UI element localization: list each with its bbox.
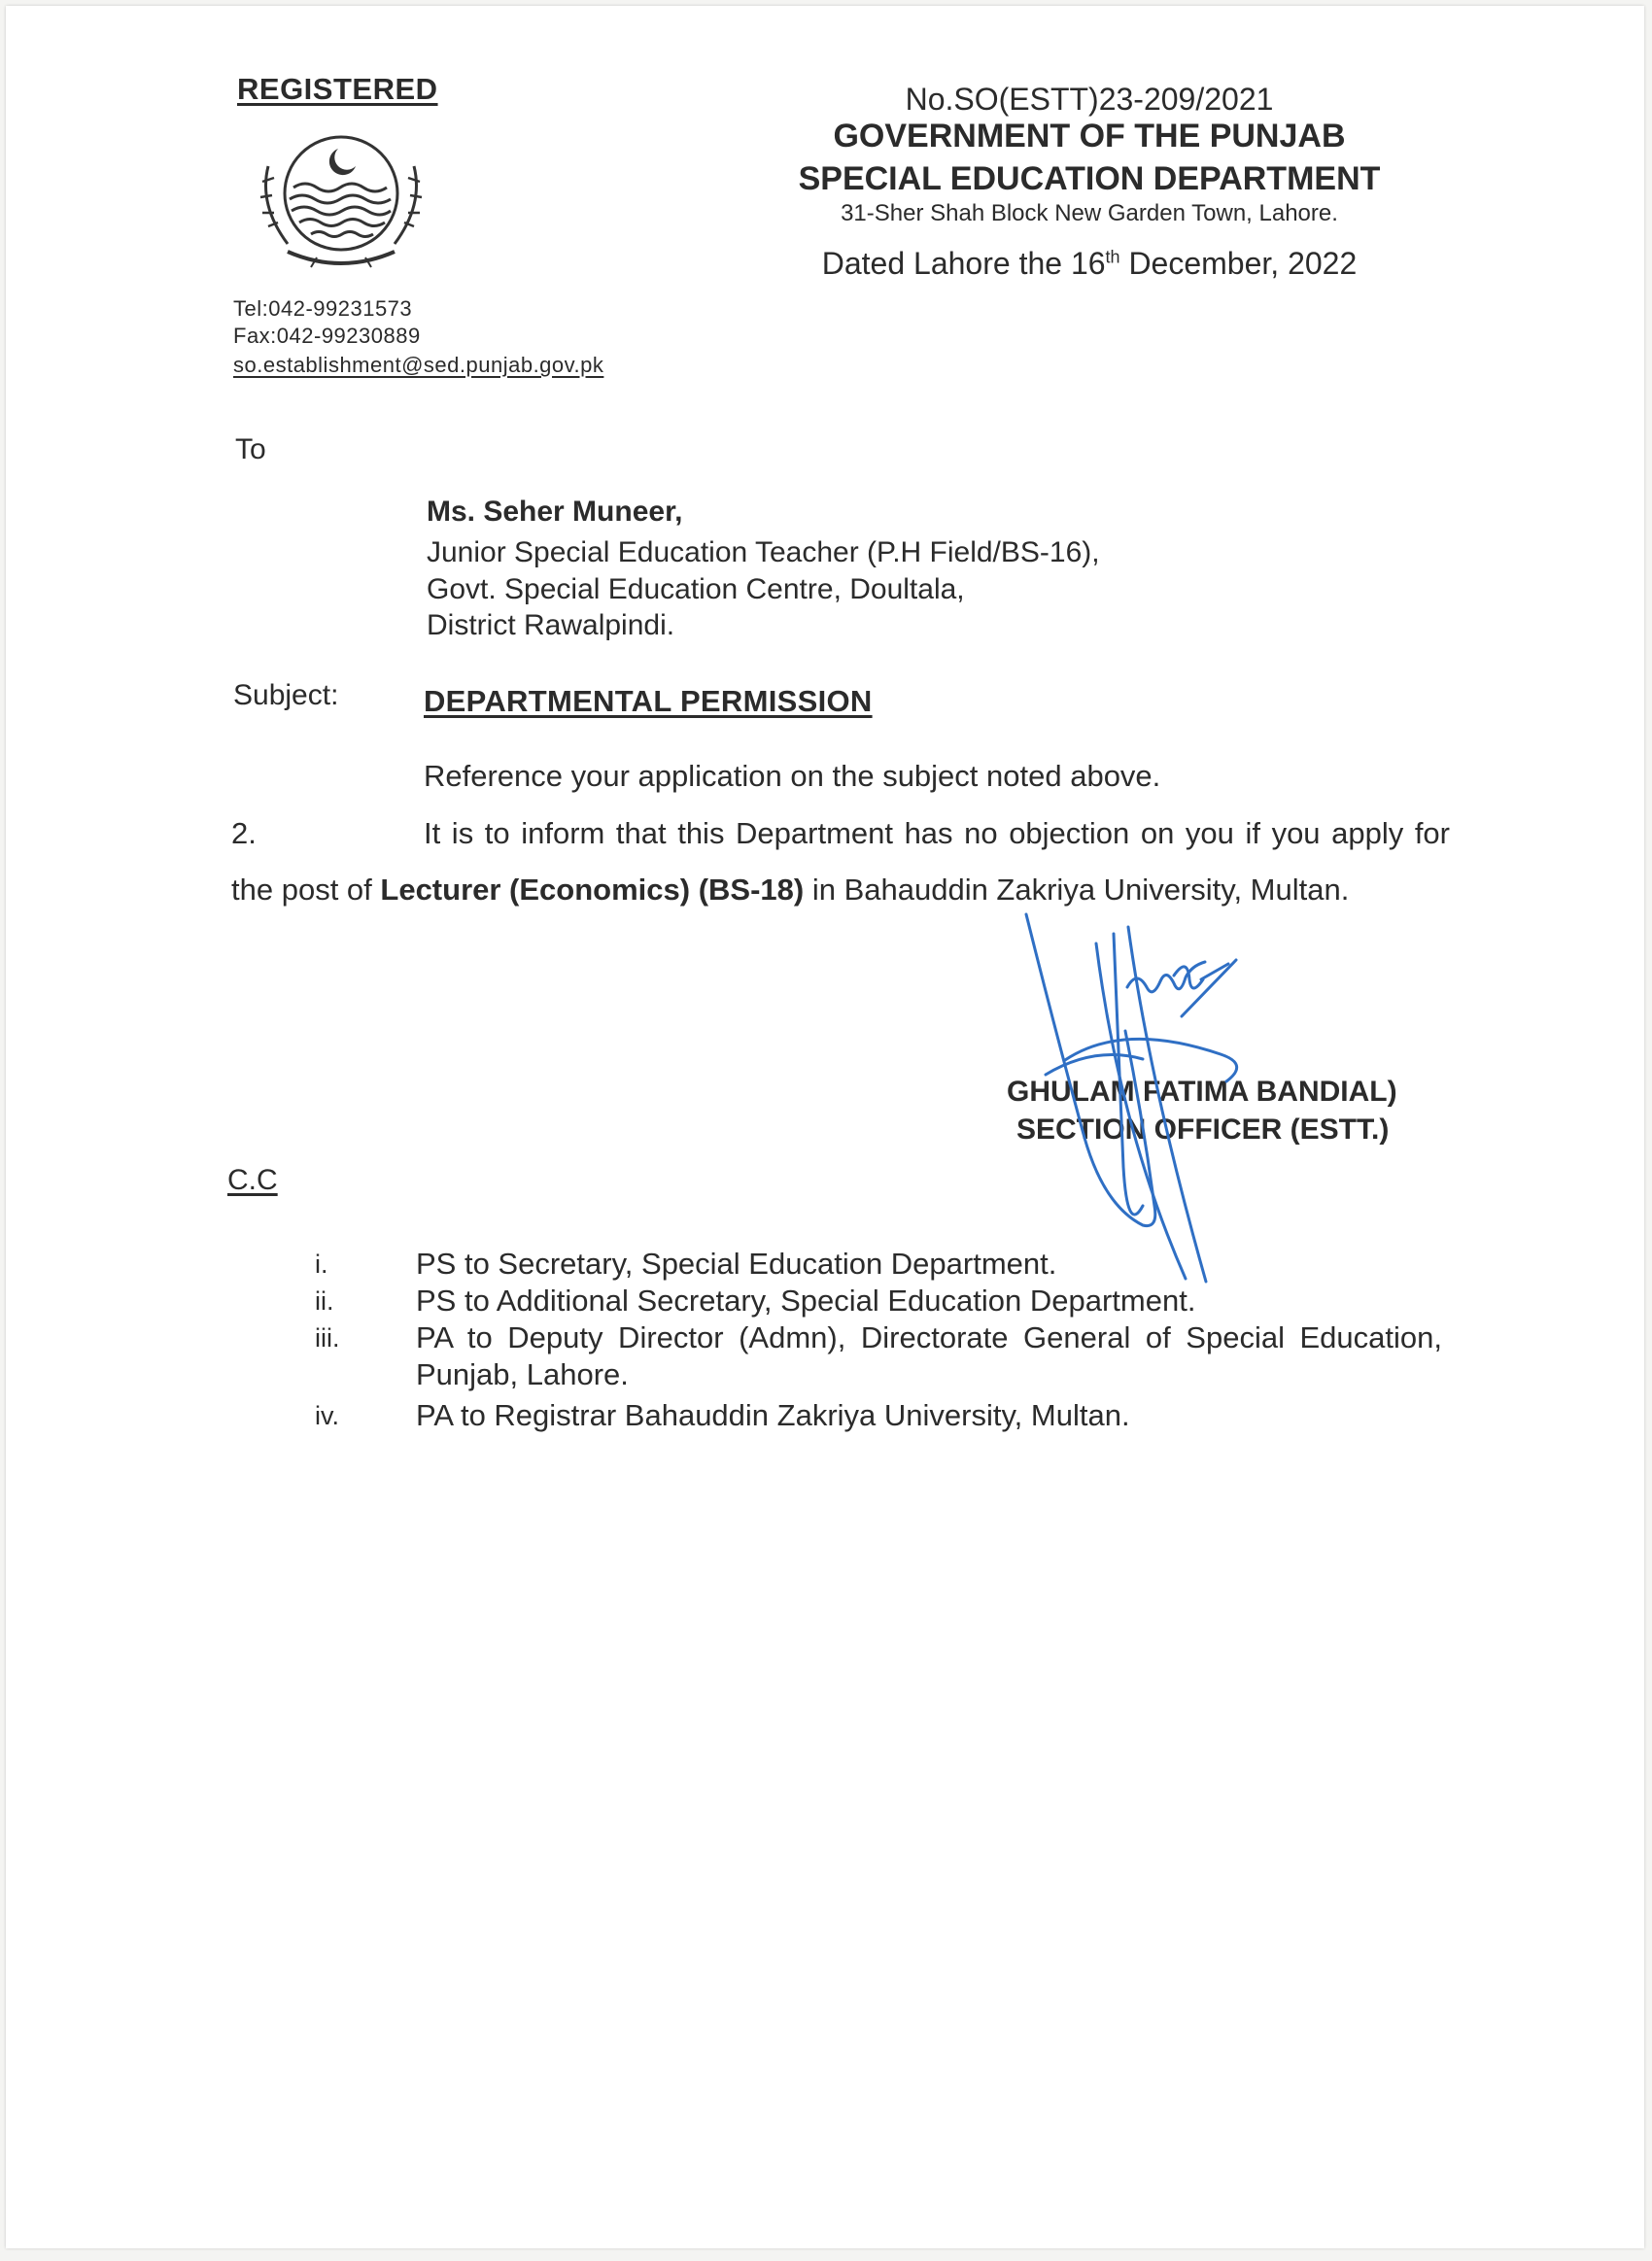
cc-item-text: PS to Additional Secretary, Special Education Department. (416, 1284, 1196, 1318)
cc-item-number: iv. (315, 1401, 339, 1430)
government-name: GOVERNMENT OF THE PUNJAB (833, 118, 1346, 154)
department-address: 31-Sher Shah Block New Garden Town, Lahore. (841, 200, 1338, 226)
fax: Fax:042-99230889 (233, 324, 421, 348)
signatory-name: GHULAM FATIMA BANDIAL) (1007, 1076, 1397, 1108)
cc-item-number: ii. (315, 1286, 334, 1316)
handwritten-signature (1007, 909, 1298, 1298)
signatory-title: SECTION OFFICER (ESTT.) (1016, 1113, 1390, 1146)
department-name: SPECIAL EDUCATION DEPARTMENT (798, 160, 1381, 197)
date-rest: December, 2022 (1119, 246, 1358, 281)
cc-item (315, 1246, 1442, 1283)
reference-number: No.SO(ESTT)23-209/2021 (905, 82, 1274, 117)
cc-item-number: i. (315, 1250, 328, 1279)
body-paragraph (231, 805, 1450, 918)
cc-item-text: PS to Secretary, Special Education Department. (416, 1247, 1057, 1281)
date-prefix: Dated Lahore the 16 (821, 246, 1106, 281)
cc-item-number: iii. (315, 1323, 340, 1353)
cc-item (315, 1397, 1442, 1434)
cc-item-text: PA to Registrar Bahauddin Zakriya University, Multan. (416, 1398, 1130, 1432)
subject-value: DEPARTMENTAL PERMISSION (424, 684, 873, 718)
date-suffix: th (1105, 247, 1120, 267)
telephone: Tel:042-99231573 (233, 296, 413, 321)
reference-line: Reference your application on the subject noted above. (424, 759, 1161, 793)
cc-item (315, 1319, 1442, 1393)
subject-label: Subject: (233, 679, 339, 711)
recipient-district: District Rawalpindi. (427, 609, 675, 641)
recipient-designation: Junior Special Education Teacher (P.H Field/BS-16), (427, 536, 1100, 568)
letter-date (774, 246, 1405, 282)
paragraph-number: 2. (231, 816, 257, 850)
to-label: To (235, 433, 266, 465)
cc-label: C.C (227, 1164, 278, 1196)
recipient-institution: Govt. Special Education Centre, Doultala, (427, 573, 965, 605)
cc-item (315, 1283, 1442, 1319)
recipient-name: Ms. Seher Muneer, (427, 496, 683, 528)
post-title: Lecturer (Economics) (BS-18) (380, 873, 805, 907)
cc-item-text: PA to Deputy Director (Admn), Directorate General of Special Education, Punjab, Lahore. (416, 1320, 1442, 1391)
email-link[interactable]: so.establishment@sed.punjab.gov.pk (233, 353, 604, 377)
punjab-government-seal (249, 127, 433, 273)
registered-label: REGISTERED (237, 72, 438, 106)
paragraph-text-1: It is to inform that this Department has no objection on you if you apply for the post of (231, 816, 1450, 907)
cc-list (315, 1246, 1442, 1434)
letter-page (6, 6, 1644, 2248)
paragraph-text-2: in Bahauddin Zakriya University, Multan. (804, 873, 1350, 907)
